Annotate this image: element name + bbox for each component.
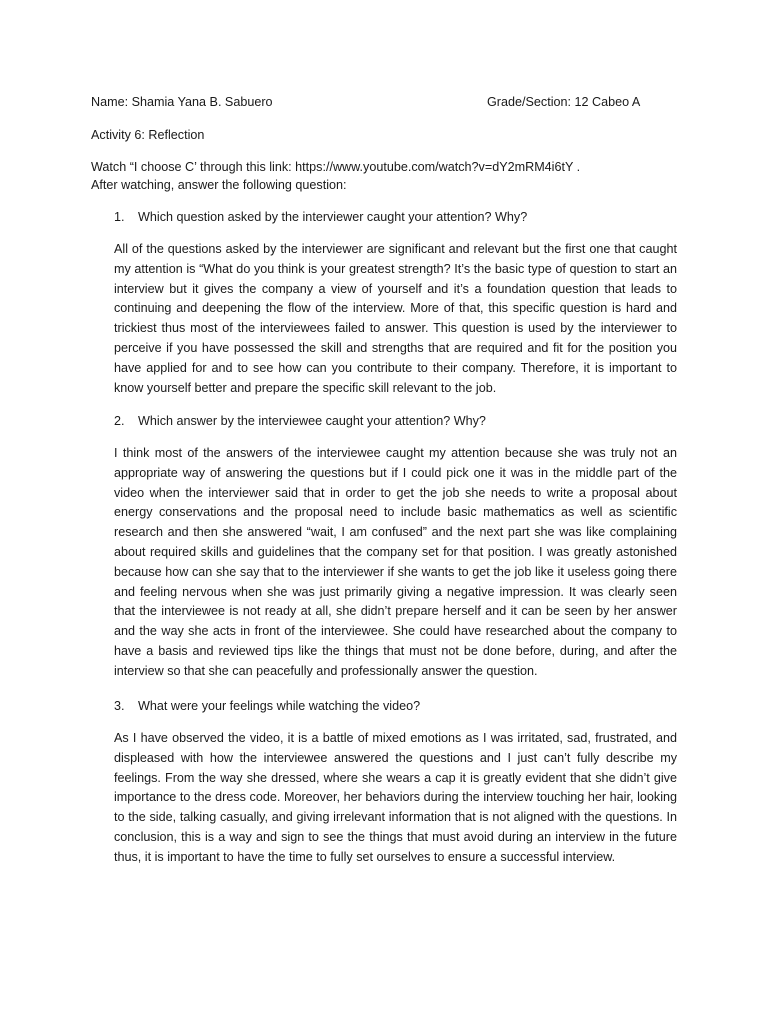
question-number: 2.	[114, 414, 125, 428]
question-text: What were your feelings while watching the video?	[138, 699, 421, 713]
question-number: 1.	[114, 210, 125, 224]
question-1	[114, 208, 527, 226]
watch-instruction: Watch “I choose C’ through this link: https://www.youtube.com/watch?v=dY2mRM4i6tY .	[91, 160, 581, 174]
after-instruction: After watching, answer the following question:	[91, 178, 347, 192]
question-text: Which answer by the interviewee caught your attention? Why?	[138, 414, 486, 428]
question-2	[114, 412, 486, 430]
activity-title: Activity 6: Reflection	[91, 128, 205, 142]
grade-section: Grade/Section: 12 Cabeo A	[487, 95, 641, 109]
answer-1: All of the questions asked by the interviewer are significant and relevant but the first one that caught my attention is “What do you think is your greatest strength? It’s the basic type of question to start an interview but it gives the company a view of yourself and it’s a foundation question that leads to continuing and deepening the flow of the interview. More of that, this specific question is hard and trickiest thus most of the interviewees failed to answer. This question is used by the interviewer to perceive if you have possessed the skill and strengths that are required and fit for the position you have applied for and to see how can you contribute to their company. Therefore, it is important to know yourself better and prepare the specific skill relevant to the job.	[114, 242, 677, 395]
student-name: Name: Shamia Yana B. Sabuero	[91, 95, 273, 109]
question-3	[114, 697, 420, 715]
question-text: Which question asked by the interviewer caught your attention? Why?	[138, 210, 528, 224]
answer-2: I think most of the answers of the interviewee caught my attention because she was truly not an appropriate way of answering the questions but if I could pick one it was in the middle part of the video when the interviewer said that in order to get the job she needs to write a proposal about energy conservations and the proposal need to include basic mathematics as well as scientific research and then she answered “wait, I am confused” and the next part she was like complaining about required skills and guidelines that the company set for that position. I was greatly astonished because how can she say that to the interviewer if she wants to get the job like it useless going there and feeling nervous when she was just primarily giving a negative impression. It was clearly seen that the interviewee is not ready at all, she didn’t prepare herself and it can be seen by her answer and the way she acts in front of the interviewee. She could have researched about the company to have a basis and reviewed tips like the things that must not be done before, during, and after the interview so that she can peacefully and professionally answer the question.	[114, 446, 677, 678]
question-number: 3.	[114, 699, 125, 713]
answer-3: As I have observed the video, it is a battle of mixed emotions as I was irritated, sad, frustrated, and displeased with how the interviewee answered the questions and I just can’t fully describe my feelings. From the way she dressed, where she wears a cap it is greatly evident that she didn’t give importance to the dress code. Moreover, her behaviors during the interview touching her hair, looking to the side, talking casually, and giving irrelevant information that is not aligned with the questions. In conclusion, this is a way and sign to see the things that must avoid during an interview in the future thus, it is important to have the time to fully set ourselves to ensure a successful interview.	[114, 731, 677, 864]
